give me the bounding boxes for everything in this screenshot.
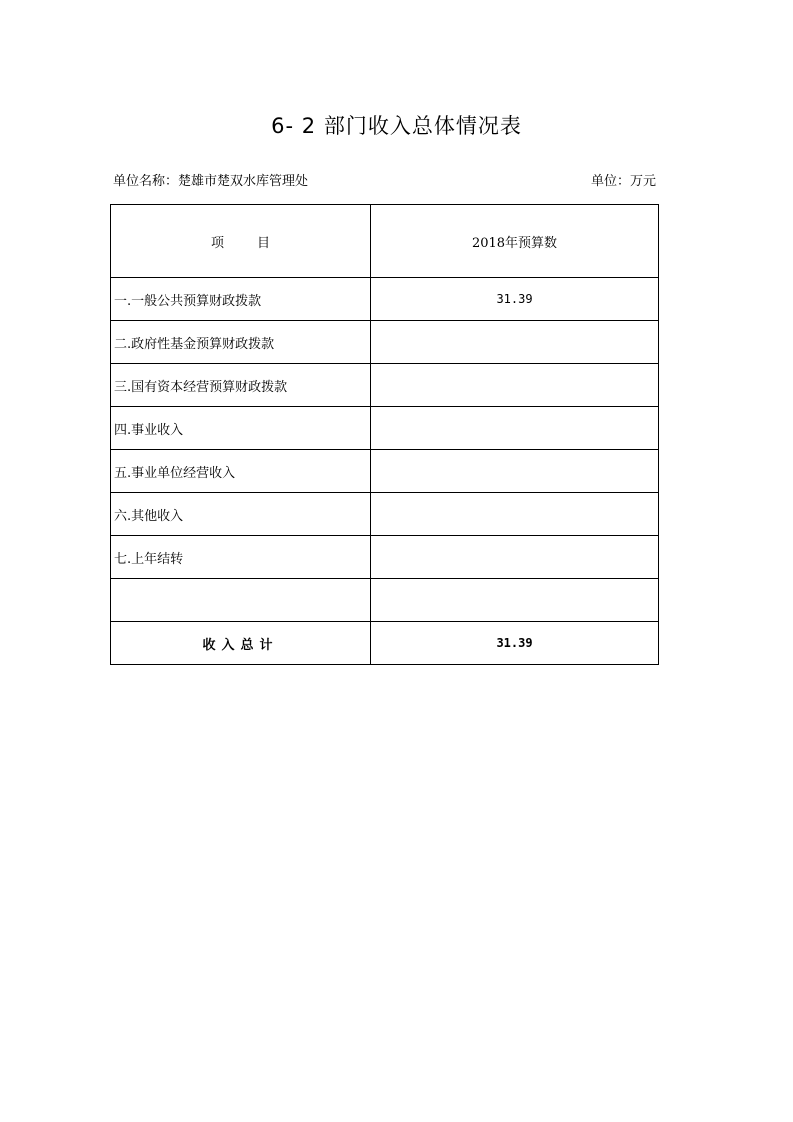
row-item-label xyxy=(111,579,371,622)
row-budget-value xyxy=(371,450,659,493)
total-value: 31.39 xyxy=(371,622,659,665)
row-budget-value xyxy=(371,364,659,407)
table-header-row xyxy=(111,205,659,278)
row-budget-value xyxy=(371,407,659,450)
row-budget-value xyxy=(371,579,659,622)
table-row xyxy=(111,536,659,579)
total-label: 收入总计 xyxy=(111,622,371,665)
row-item-label: 一.一般公共预算财政拨款 xyxy=(111,278,371,321)
table-row xyxy=(111,450,659,493)
organization-label: 单位名称：楚雄市楚双水库管理处 xyxy=(113,174,309,189)
table-row xyxy=(111,321,659,364)
row-item-label: 五.事业单位经营收入 xyxy=(111,450,371,493)
row-item-label: 二.政府性基金预算财政拨款 xyxy=(111,321,371,364)
row-budget-value xyxy=(371,493,659,536)
row-budget-value: 31.39 xyxy=(371,278,659,321)
column-header-item: 项 目 xyxy=(111,205,371,278)
page-title: 6- 2 部门收入总体情况表 xyxy=(271,114,522,138)
table-row xyxy=(111,278,659,321)
row-budget-value xyxy=(371,536,659,579)
table-row xyxy=(111,364,659,407)
row-item-label: 三.国有资本经营预算财政拨款 xyxy=(111,364,371,407)
row-item-label: 六.其他收入 xyxy=(111,493,371,536)
total-row xyxy=(111,622,659,665)
column-header-budget: 2018年预算数 xyxy=(371,205,659,278)
table-row xyxy=(111,579,659,622)
table-row xyxy=(111,407,659,450)
income-summary-table xyxy=(110,204,659,665)
table-row xyxy=(111,493,659,536)
row-item-label: 七.上年结转 xyxy=(111,536,371,579)
row-item-label: 四.事业收入 xyxy=(111,407,371,450)
unit-label: 单位：万元 xyxy=(590,174,656,189)
header-info-row xyxy=(113,170,656,190)
row-budget-value xyxy=(371,321,659,364)
